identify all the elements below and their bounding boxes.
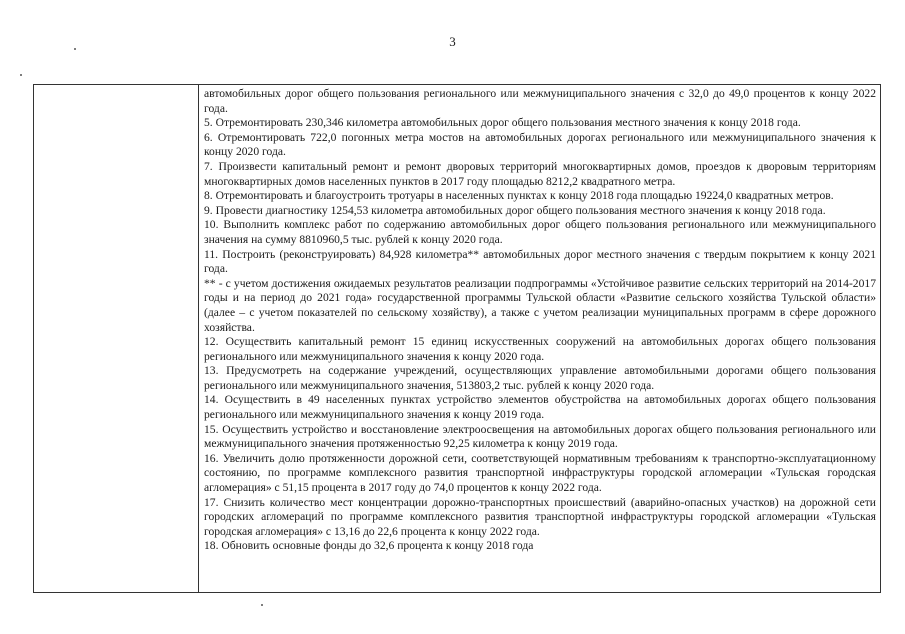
scan-speck <box>20 74 22 76</box>
list-item: 14. Осуществить в 49 населенных пунктах устройство элементов обустройства на автомобильных дорогах общего пользования регионального или межмуниципального значения к концу 2019 года. <box>204 393 876 422</box>
list-item: 5. Отремонтировать 230,346 километра автомобильных дорог общего пользования местного значения к концу 2018 года. <box>204 116 801 130</box>
scan-speck <box>74 48 76 50</box>
list-item: 7. Произвести капитальный ремонт и ремонт дворовых территорий многоквартирных домов, проездов к дворовым территориям многоквартирных домов населенных пунктов в 2017 году площадью 8212,2 квадратного метра. <box>204 159 876 188</box>
footnote: ** - с учетом достижения ожидаемых результатов реализации подпрограммы «Устойчивое развитие сельских территорий на 2014-2017 годы и на период до 2021 года» государственной программы Тульской области «Развитие сельского хозяйства Тульской области» (далее – с учетом показателей по сельскому хозяйству), а также с учетом реализации муниципальных программ в сфере дорожного хозяйства. <box>204 276 876 334</box>
list-item: 10. Выполнить комплекс работ по содержанию автомобильных дорог общего пользования регионального или межмуниципального значения на сумму 8810960,5 тыс. рублей к концу 2020 года. <box>204 218 876 246</box>
list-item: автомобильных дорог общего пользования регионального или межмуниципального значения с 32,0 до 49,0 процентов к концу 2022 года. <box>204 87 876 115</box>
list-item: 18. Обновить основные фонды до 32,6 процента к концу 2018 года <box>204 539 534 553</box>
table-right-column <box>199 85 880 592</box>
list-item: 11. Построить (реконструировать) 84,928 километра** автомобильных дорог местного значения с твердым покрытием к концу 2021 года. <box>204 247 876 276</box>
list-item: 13. Предусмотреть на содержание учреждений, осуществляющих управление автомобильными дорогами общего пользования регионального или межмуниципального значения, 513803,2 тыс. рублей к концу 2020 года. <box>204 364 876 392</box>
list-item: 17. Снизить количество мест концентрации дорожно-транспортных происшествий (аварийно-опасных участков) на дорожной сети городских агломераций по программе комплексного развития транспортной инфраструктуры городской агломерации «Тульская городская агломерация» с 13,16 до 22,6 процента к концу 2022 года. <box>204 495 876 538</box>
page-number: 3 <box>449 34 456 49</box>
list-item: 9. Провести диагностику 1254,53 километра автомобильных дорог общего пользования местного значения к концу 2018 года. <box>204 203 826 217</box>
list-item: 16. Увеличить долю протяженности дорожной сети, соответствующей нормативным требованиям к транспортно-эксплуатационному состоянию, по программе комплексного развития транспортной инфраструктуры городской агломерации «Тульская городская агломерация» с 51,15 процента в 2017 году до 74,0 процентов к концу 2022 года. <box>204 451 876 495</box>
list-item: 12. Осуществить капитальный ремонт 15 единиц искусственных сооружений на автомобильных дорогах общего пользования регионального или межмуниципального значения к концу 2020 года. <box>204 335 876 363</box>
list-item: 8. Отремонтировать и благоустроить тротуары в населенных пунктах к концу 2018 года площадью 19224,0 квадратных метров. <box>204 189 834 203</box>
list-item: 6. Отремонтировать 722,0 погонных метра мостов на автомобильных дорогах регионального или межмуниципального значения к концу 2020 года. <box>204 130 876 159</box>
list-item: 15. Осуществить устройство и восстановление электроосвещения на автомобильных дорогах общего пользования регионального или межмуниципального значения протяженностью 92,25 километра к концу 2019 года. <box>204 422 876 451</box>
table-left-column <box>34 85 199 592</box>
document-table <box>33 84 881 593</box>
scan-speck <box>261 604 263 606</box>
